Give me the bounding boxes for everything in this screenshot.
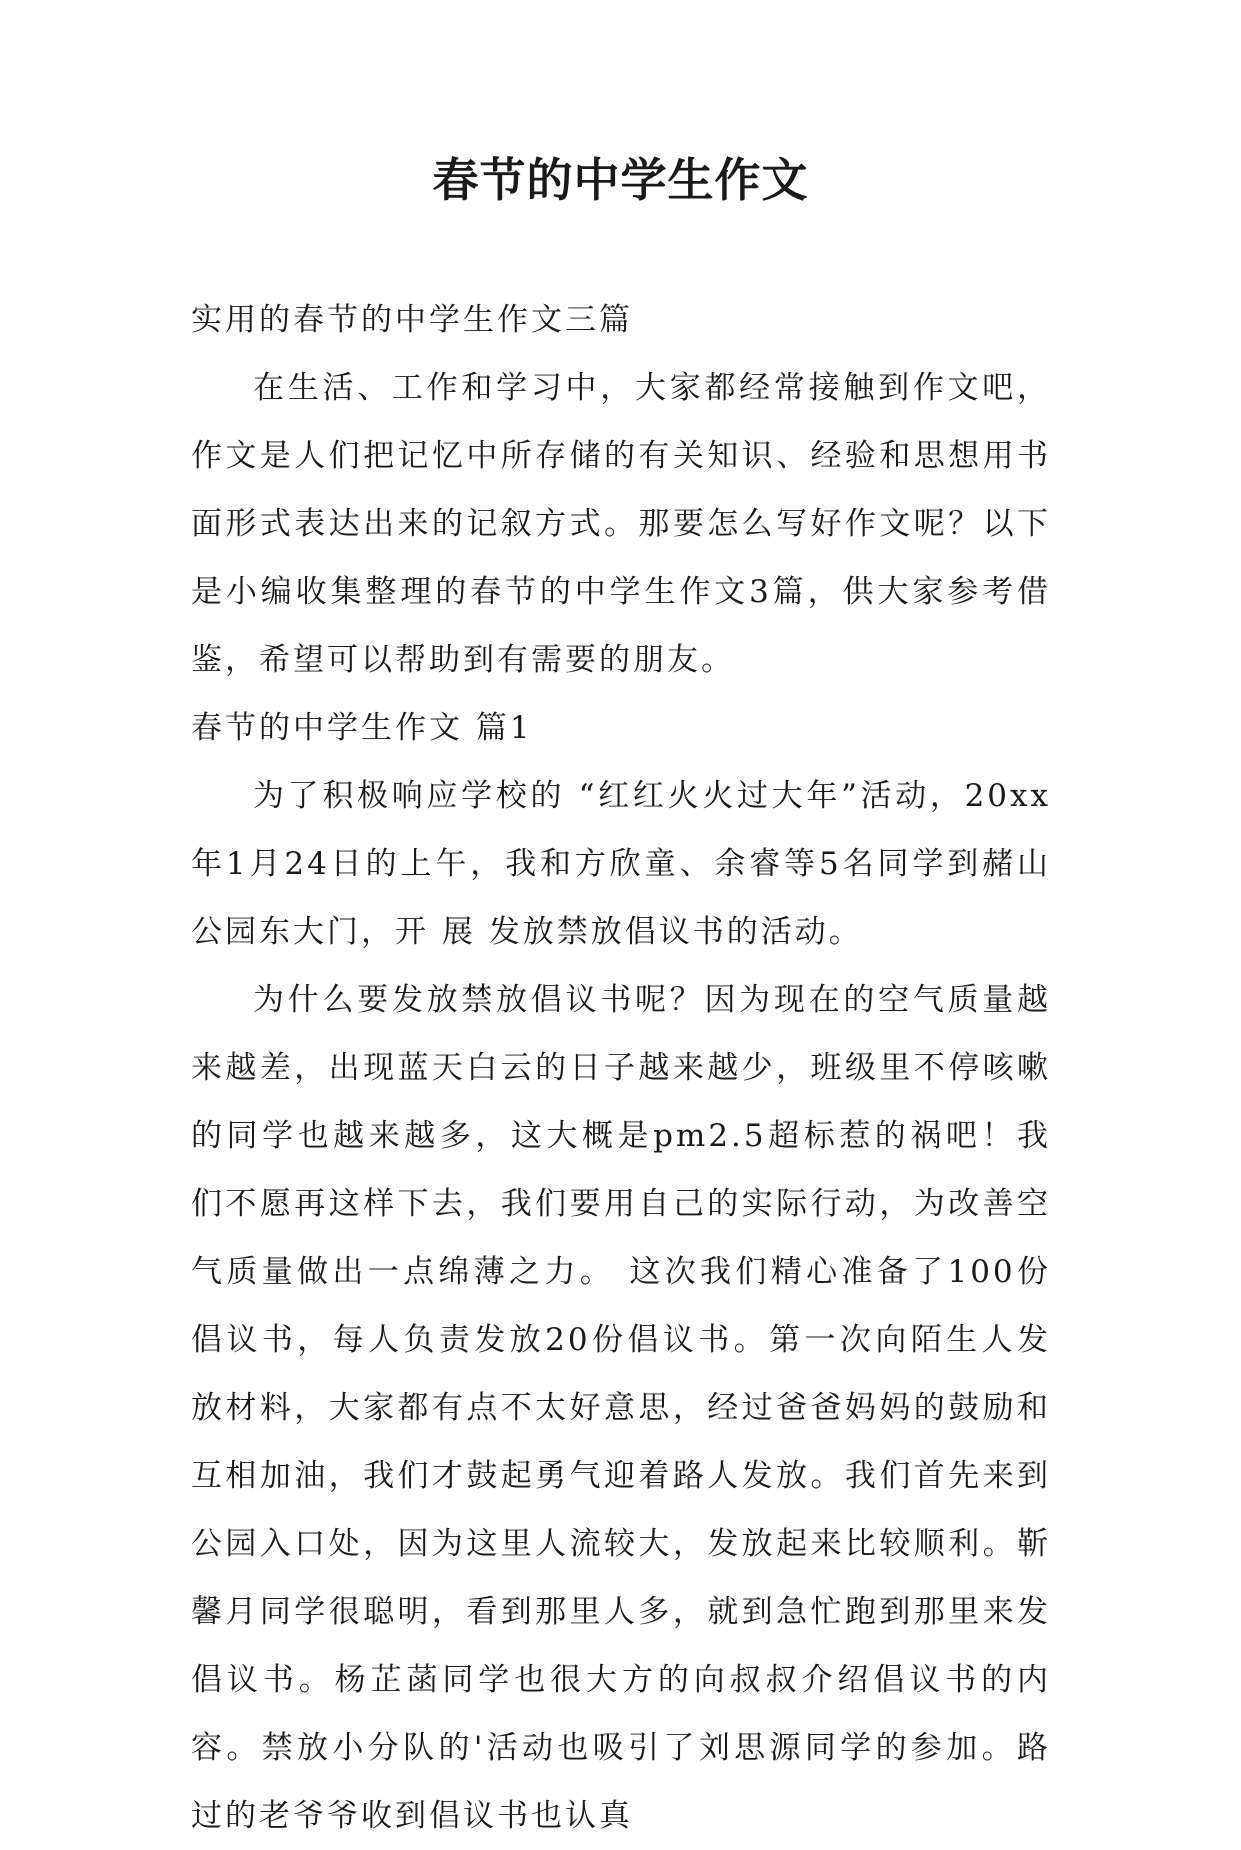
document-title: 春节的中学生作文 [432, 153, 809, 207]
essay-heading: 春节的中学生作文 篇1 [191, 710, 533, 746]
document-subtitle: 实用的春节的中学生作文三篇 [191, 302, 633, 338]
essay-paragraph: 为什么要发放禁放倡议书呢？因为现在的空气质量越来越差，出现蓝天白云的日子越来越少，班级里不停咳嗽的同学也越来越多，这大概是pm2.5超标惹的祸吧！我们不愿再这样下去，我们要用自己的实际行动，为改善空气质量做出一点绵薄之力。 这次我们精心准备了100份倡议书，每人负责发放20份倡议书。第一次向陌生人发放材料，大家都有点不太好意思，经过爸爸妈妈的鼓励和互相加油，我们才鼓起勇气迎着路人发放。我们首先来到公园入口处，因为这里人流较大，发放起来比较顺利。靳馨月同学很聪明，看到那里人多，就到急忙跑到那里来发倡议书。杨芷菡同学也很大方的向叔叔介绍倡议书的内容。禁放小分队的'活动也吸引了刘思源同学的参加。路过的老爷爷收到倡议书也认真 [191, 982, 1051, 1834]
essay-paragraph: 为了积极响应学校的 “红红火火过大年”活动，20xx年1月24日的上午，我和方欣童、余睿等5名同学到赭山公园东大门，开 展 发放禁放倡议书的活动。 [191, 778, 1051, 950]
intro-paragraph: 在生活、工作和学习中，大家都经常接触到作文吧，作文是人们把记忆中所存储的有关知识、经验和思想用书面形式表达出来的记叙方式。那要怎么写好作文呢？以下是小编收集整理的春节的中学生作文3篇，供大家参考借鉴，希望可以帮助到有需要的朋友。 [191, 370, 1051, 678]
document-body [191, 286, 1051, 1850]
